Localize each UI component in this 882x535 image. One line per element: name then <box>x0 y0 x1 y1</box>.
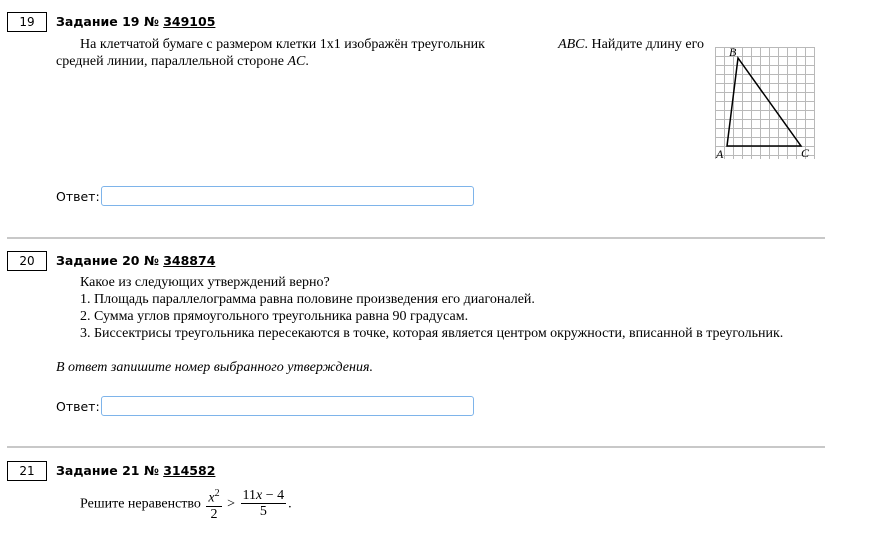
math-end: . <box>288 496 292 512</box>
task-id-link[interactable]: 314582 <box>163 463 216 478</box>
section-divider <box>7 237 825 239</box>
math-denominator: 2 <box>210 506 218 522</box>
math-denominator: 5 <box>259 504 267 520</box>
task-20-heading <box>56 253 215 268</box>
task-text: На клетчатой бумаге с размером клетки 1x1 изображён треугольник <box>80 37 485 52</box>
answer-label: Ответ: <box>56 189 100 204</box>
task-19-statement <box>56 36 704 70</box>
task-heading-text: Задание 21 № <box>56 463 159 478</box>
math-coef: 11 <box>242 488 257 504</box>
task-19-number-box: 19 <box>7 12 47 32</box>
triangle-figure <box>712 44 816 160</box>
task-20-statement <box>80 274 783 342</box>
math-relation: > <box>227 496 236 512</box>
task-20-answer-input[interactable] <box>101 396 474 416</box>
task-21-statement <box>80 486 292 522</box>
task-id-link[interactable]: 348874 <box>163 253 216 268</box>
vertex-label-a: A <box>716 147 724 160</box>
fraction-lhs <box>206 486 221 522</box>
task-prompt: Решите неравенство <box>80 496 201 512</box>
statement-item: 3. Биссектрисы треугольника пересекаются в точке, которая является центром окружности, вписанной в треугольник. <box>80 326 784 341</box>
math-term: − 4 <box>262 488 285 504</box>
grid <box>715 47 815 159</box>
task-instruction: В ответ запишите номер выбранного утверждения. <box>56 360 373 375</box>
task-heading-text: Задание 19 № <box>56 14 159 29</box>
math-exponent: 2 <box>214 488 220 499</box>
math-var: x <box>256 488 263 504</box>
task-20-number-box: 20 <box>7 251 47 271</box>
math-var: x <box>208 490 215 506</box>
task-19-heading <box>56 14 215 29</box>
statement-item: 1. Площадь параллелограмма равна половине произведения его диагоналей. <box>80 292 535 307</box>
task-21-heading <box>56 463 215 478</box>
statement-item: 2. Сумма углов прямоугольного треугольника равна 90 градусам. <box>80 309 469 324</box>
task-text: средней линии, параллельной стороне <box>56 54 284 69</box>
vertex-label-b: B <box>729 45 737 59</box>
math-abc: ABC <box>558 37 585 52</box>
task-heading-text: Задание 20 № <box>56 253 159 268</box>
answer-label: Ответ: <box>56 399 100 414</box>
task-19-answer-input[interactable] <box>101 186 474 206</box>
task-text: . Найдите длину его <box>584 37 704 52</box>
task-21-number-box: 21 <box>7 461 47 481</box>
section-divider <box>7 446 825 448</box>
task-text: . <box>305 54 309 69</box>
task-question: Какое из следующих утверждений верно? <box>80 275 330 290</box>
fraction-rhs <box>241 488 287 519</box>
task-id-link[interactable]: 349105 <box>163 14 216 29</box>
math-ac: AC <box>287 54 306 69</box>
vertex-label-c: C <box>801 146 810 160</box>
